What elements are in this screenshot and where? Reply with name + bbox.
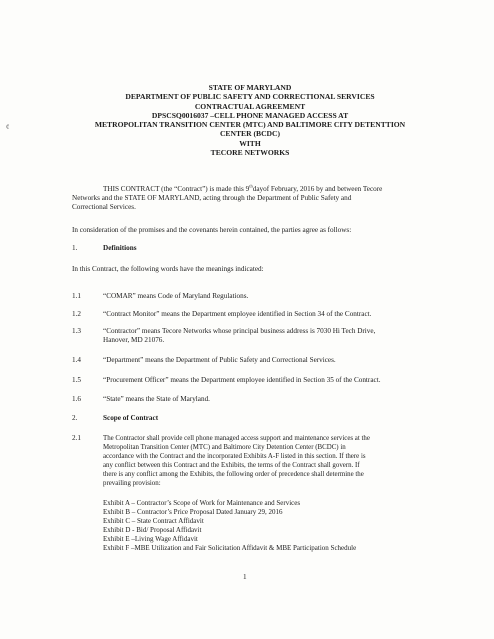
margin-mark: ¢ (6, 123, 10, 131)
definition-number: 1.4 (72, 356, 81, 364)
heading-line-department: DEPARTMENT OF PUBLIC SAFETY AND CORRECTIONAL SERVICES (125, 92, 375, 102)
preamble-line-2: Networks and the STATE OF MARYLAND, acting through the Department of Public Safety and (72, 194, 352, 202)
scope-line-4: any conflict between this Contract and the Exhibits, the terms of the Contract shall govern. If (103, 462, 360, 469)
contract-heading (60, 83, 440, 157)
exhibit-f: Exhibit F –MBE Utilization and Fair Solicitation Affidavit & MBE Participation Schedule (103, 543, 357, 552)
definition-number: 1.2 (72, 310, 81, 318)
exhibit-a: Exhibit A – Contractor’s Scope of Work for Maintenance and Services (103, 499, 301, 507)
exhibit-d: Exhibit D - Bid/ Proposal Affidavit (103, 525, 202, 534)
definition-contractor: “Contractor” means Tecore Networks whose principal business address is 7030 Hi Tech Drive, (103, 327, 376, 335)
exhibit-e: Exhibit E –Living Wage Affidavit (103, 534, 198, 543)
definition-state: “State” means the State of Maryland. (103, 395, 210, 403)
page-number: 1 (243, 573, 247, 581)
definition-number: 1.1 (72, 292, 81, 300)
scope-line-6: prevailing provision: (103, 480, 161, 487)
exhibit-b: Exhibit B – Contractor’s Price Proposal Dated January 29, 2016 (103, 507, 283, 516)
scope-line-5: there is any conflict among the Exhibits, the following order of precedence shall determine the (103, 471, 364, 478)
scope-line-1: The Contractor shall provide cell phone managed access support and maintenance services at the (103, 435, 370, 442)
heading-line-state: STATE OF MARYLAND (208, 83, 292, 92)
heading-line-contractor: TECORE NETWORKS (210, 148, 290, 158)
preamble-line-3: Correctional Services. (72, 203, 136, 211)
heading-line-facilities: METROPOLITAN TRANSITION CENTER (MTC) AND BALTIMORE CITY DETENTTION (94, 120, 406, 130)
definition-number: 1.6 (72, 395, 81, 403)
scope-line-2: Metropolitan Transition Center (MTC) and Baltimore City Detention Center (BCDC) in (103, 444, 346, 451)
scope-item-number: 2.1 (72, 434, 81, 442)
heading-line-with: WITH (239, 138, 261, 148)
consideration-paragraph: In consideration of the promises and the covenants herein contained, the parties agree as follows: (72, 226, 352, 234)
scope-line-3: accordance with the Contract and the incorporated Exhibits A-F listed in this section. If there is (103, 453, 366, 460)
heading-line-agreement: CONTRACTUAL AGREEMENT (194, 101, 306, 111)
section-1-intro: In this Contract, the following words have the meanings indicated: (72, 265, 264, 273)
heading-line-contract-id: DPSCSQ0016037 –CELL PHONE MANAGED ACCESS AT (151, 110, 349, 120)
definition-contractor-address: Hanover, MD 21076. (103, 336, 165, 344)
section-1-number: 1. (72, 244, 78, 252)
exhibit-c: Exhibit C – State Contract Affidavit (103, 516, 204, 525)
section-1-title: Definitions (103, 244, 137, 252)
definition-number: 1.5 (72, 376, 81, 384)
definition-contract-monitor: “Contract Monitor” means the Department employee identified in Section 34 of the Contract. (103, 310, 372, 318)
heading-line-center: CENTER (BCDC) (219, 129, 281, 139)
definition-department: “Department” means the Department of Public Safety and Correctional Services. (103, 356, 336, 364)
definition-number: 1.3 (72, 327, 81, 335)
section-2-number: 2. (72, 414, 78, 422)
definition-comar: “COMAR” means Code of Maryland Regulations. (103, 292, 249, 300)
exhibit-list (103, 499, 356, 552)
preamble-line-1: THIS CONTRACT (the “Contract”) is made this 9thdayof February, 2016 by and between Tecore (103, 183, 383, 193)
definition-procurement-officer: “Procurement Officer” means the Department employee identified in Section 35 of the Contract. (103, 376, 381, 384)
section-2-title: Scope of Contract (103, 414, 159, 422)
